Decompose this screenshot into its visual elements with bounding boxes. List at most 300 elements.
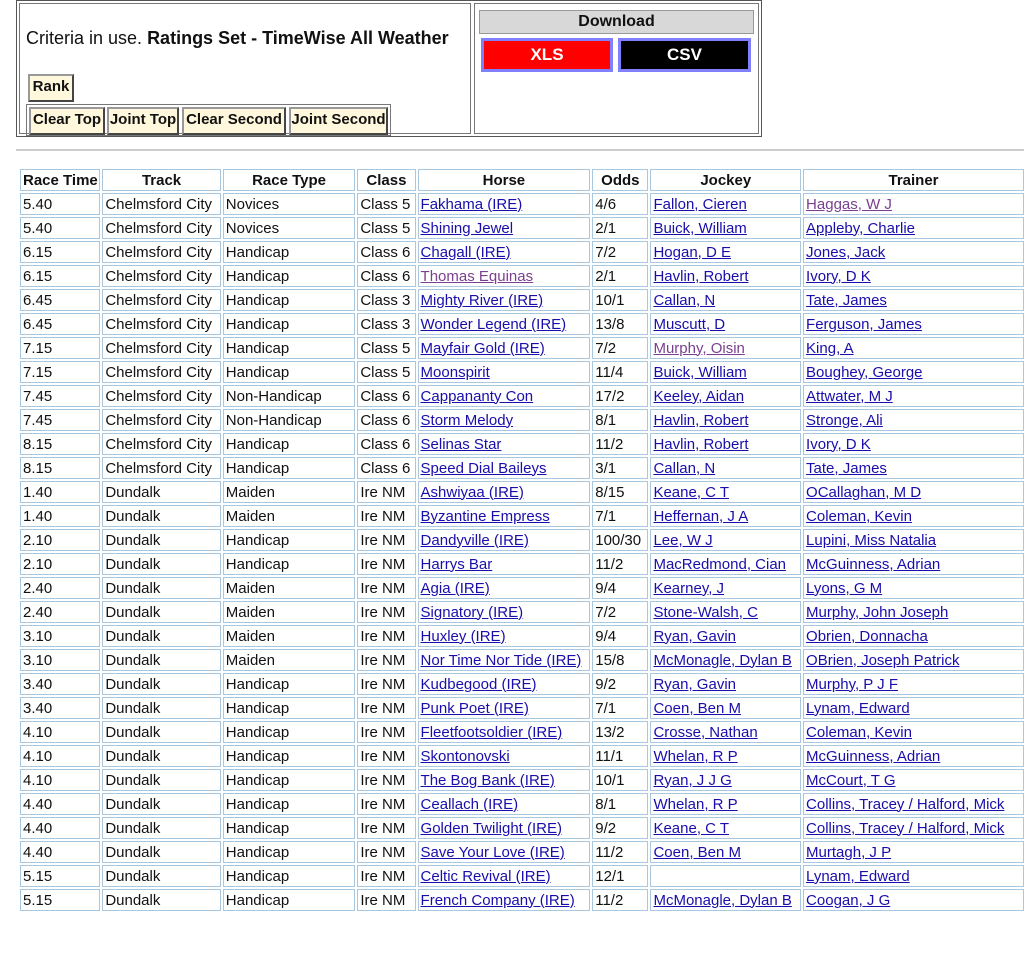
race-type-cell: Handicap bbox=[223, 265, 356, 287]
trainer-link[interactable]: OCallaghan, M D bbox=[806, 483, 922, 501]
jockey-cell bbox=[650, 193, 801, 215]
class-cell: Class 5 bbox=[357, 193, 415, 215]
track-cell: Dundalk bbox=[102, 745, 220, 767]
jockey-cell bbox=[650, 649, 801, 671]
trainer-cell bbox=[803, 865, 1024, 887]
horse-link[interactable]: Fakhama (IRE) bbox=[420, 195, 523, 213]
jockey-link[interactable]: Buick, William bbox=[653, 363, 747, 381]
horse-link[interactable]: Agia (IRE) bbox=[420, 579, 490, 597]
class-cell: Class 3 bbox=[357, 289, 415, 311]
trainer-link[interactable]: McGuinness, Adrian bbox=[806, 747, 941, 765]
horse-link[interactable]: Mighty River (IRE) bbox=[420, 291, 544, 309]
jockey-link[interactable]: Crosse, Nathan bbox=[653, 723, 758, 741]
jockey-cell bbox=[650, 793, 801, 815]
table-row bbox=[20, 505, 1024, 527]
trainer-link[interactable]: Attwater, M J bbox=[806, 387, 893, 405]
trainer-link[interactable]: Jones, Jack bbox=[806, 243, 886, 261]
horse-cell bbox=[418, 553, 591, 575]
race-time-cell: 3.10 bbox=[20, 649, 100, 671]
horse-link[interactable]: Storm Melody bbox=[420, 411, 514, 429]
table-row bbox=[20, 193, 1024, 215]
horse-cell bbox=[418, 745, 591, 767]
trainer-cell bbox=[803, 817, 1024, 839]
table-row bbox=[20, 745, 1024, 767]
track-cell: Dundalk bbox=[102, 601, 220, 623]
jockey-cell bbox=[650, 721, 801, 743]
race-time-cell: 3.40 bbox=[20, 673, 100, 695]
jockey-link[interactable]: Keane, C T bbox=[653, 819, 730, 837]
trainer-link[interactable]: Boughey, George bbox=[806, 363, 923, 381]
trainer-link[interactable]: Coleman, Kevin bbox=[806, 507, 912, 525]
header-jockey[interactable]: Jockey bbox=[650, 169, 801, 191]
class-cell: Ire NM bbox=[357, 697, 415, 719]
trainer-link[interactable]: Appleby, Charlie bbox=[806, 219, 915, 237]
horse-link[interactable]: Harrys Bar bbox=[420, 555, 493, 573]
class-cell: Ire NM bbox=[357, 673, 415, 695]
trainer-cell bbox=[803, 889, 1024, 911]
header-class[interactable]: Class bbox=[357, 169, 415, 191]
track-cell: Chelmsford City bbox=[102, 217, 220, 239]
track-cell: Dundalk bbox=[102, 769, 220, 791]
race-time-cell: 4.40 bbox=[20, 841, 100, 863]
horse-cell bbox=[418, 313, 591, 335]
trainer-link[interactable]: Haggas, W J bbox=[806, 195, 892, 213]
track-cell: Chelmsford City bbox=[102, 457, 220, 479]
class-cell: Ire NM bbox=[357, 865, 415, 887]
track-cell: Dundalk bbox=[102, 481, 220, 503]
jockey-cell bbox=[650, 265, 801, 287]
csv-download-button[interactable]: CSV bbox=[618, 38, 751, 72]
class-cell: Ire NM bbox=[357, 601, 415, 623]
class-cell: Ire NM bbox=[357, 721, 415, 743]
table-header-row bbox=[20, 169, 1024, 191]
trainer-cell bbox=[803, 529, 1024, 551]
class-cell: Ire NM bbox=[357, 889, 415, 911]
jockey-link[interactable]: McMonagle, Dylan B bbox=[653, 891, 792, 909]
jockey-cell bbox=[650, 841, 801, 863]
jockey-cell bbox=[650, 553, 801, 575]
odds-cell: 2/1 bbox=[592, 217, 648, 239]
header-horse[interactable]: Horse bbox=[418, 169, 591, 191]
horse-link[interactable]: Cappananty Con bbox=[420, 387, 534, 405]
trainer-link[interactable]: Lynam, Edward bbox=[806, 699, 910, 717]
horse-link[interactable]: French Company (IRE) bbox=[420, 891, 575, 909]
race-time-cell: 4.10 bbox=[20, 721, 100, 743]
jockey-cell bbox=[650, 817, 801, 839]
trainer-cell bbox=[803, 481, 1024, 503]
trainer-cell bbox=[803, 721, 1024, 743]
race-type-cell: Handicap bbox=[223, 865, 356, 887]
jockey-link[interactable]: McMonagle, Dylan B bbox=[653, 651, 792, 669]
race-type-cell: Handicap bbox=[223, 817, 356, 839]
track-cell: Chelmsford City bbox=[102, 241, 220, 263]
trainer-cell bbox=[803, 601, 1024, 623]
horse-link[interactable]: Celtic Revival (IRE) bbox=[420, 867, 551, 885]
class-cell: Ire NM bbox=[357, 793, 415, 815]
race-type-cell: Handicap bbox=[223, 721, 356, 743]
horse-link[interactable]: Wonder Legend (IRE) bbox=[420, 315, 567, 333]
rank-button[interactable]: Rank bbox=[28, 74, 74, 102]
jockey-link[interactable]: Coen, Ben M bbox=[653, 699, 741, 717]
race-type-cell: Maiden bbox=[223, 577, 356, 599]
trainer-link[interactable]: Lynam, Edward bbox=[806, 867, 910, 885]
race-time-cell: 5.40 bbox=[20, 193, 100, 215]
race-time-cell: 3.10 bbox=[20, 625, 100, 647]
odds-cell: 8/1 bbox=[592, 793, 648, 815]
race-type-cell: Handicap bbox=[223, 337, 356, 359]
horse-cell bbox=[418, 889, 591, 911]
horse-link[interactable]: Huxley (IRE) bbox=[420, 627, 506, 645]
trainer-link[interactable]: Tate, James bbox=[806, 459, 887, 477]
jockey-link[interactable]: Buick, William bbox=[653, 219, 747, 237]
trainer-link[interactable]: Lupini, Miss Natalia bbox=[806, 531, 937, 549]
race-time-cell: 2.40 bbox=[20, 577, 100, 599]
race-type-cell: Novices bbox=[223, 217, 356, 239]
horse-cell bbox=[418, 337, 591, 359]
race-time-cell: 6.45 bbox=[20, 313, 100, 335]
horse-cell bbox=[418, 265, 591, 287]
race-time-cell: 8.15 bbox=[20, 457, 100, 479]
horse-cell bbox=[418, 697, 591, 719]
divider bbox=[16, 149, 1024, 151]
odds-cell: 9/2 bbox=[592, 673, 648, 695]
table-row bbox=[20, 313, 1024, 335]
horse-link[interactable]: Kudbegood (IRE) bbox=[420, 675, 537, 693]
download-section bbox=[474, 3, 759, 134]
jockey-cell bbox=[650, 529, 801, 551]
horse-link[interactable]: Shining Jewel bbox=[420, 219, 514, 237]
odds-cell: 13/2 bbox=[592, 721, 648, 743]
race-type-cell: Non-Handicap bbox=[223, 385, 356, 407]
track-cell: Dundalk bbox=[102, 889, 220, 911]
horse-cell bbox=[418, 457, 591, 479]
race-time-cell: 5.15 bbox=[20, 865, 100, 887]
trainer-cell bbox=[803, 313, 1024, 335]
jockey-cell bbox=[650, 601, 801, 623]
odds-cell: 9/2 bbox=[592, 817, 648, 839]
table-row bbox=[20, 697, 1024, 719]
jockey-link[interactable]: Stone-Walsh, C bbox=[653, 603, 758, 621]
table-row bbox=[20, 529, 1024, 551]
class-cell: Class 6 bbox=[357, 385, 415, 407]
horse-link[interactable]: Moonspirit bbox=[420, 363, 490, 381]
race-time-cell: 6.15 bbox=[20, 241, 100, 263]
odds-cell: 7/2 bbox=[592, 601, 648, 623]
jockey-link[interactable]: Havlin, Robert bbox=[653, 411, 749, 429]
trainer-link[interactable]: Murtagh, J P bbox=[806, 843, 892, 861]
track-cell: Dundalk bbox=[102, 553, 220, 575]
horse-link[interactable]: Dandyville (IRE) bbox=[420, 531, 529, 549]
odds-cell: 11/2 bbox=[592, 841, 648, 863]
jockey-link[interactable]: MacRedmond, Cian bbox=[653, 555, 787, 573]
odds-cell: 11/2 bbox=[592, 553, 648, 575]
track-cell: Chelmsford City bbox=[102, 193, 220, 215]
race-type-cell: Handicap bbox=[223, 433, 356, 455]
class-cell: Class 6 bbox=[357, 265, 415, 287]
trainer-link[interactable]: Stronge, Ali bbox=[806, 411, 883, 429]
class-cell: Class 6 bbox=[357, 409, 415, 431]
race-time-cell: 3.40 bbox=[20, 697, 100, 719]
race-time-cell: 7.45 bbox=[20, 385, 100, 407]
odds-cell: 8/15 bbox=[592, 481, 648, 503]
jockey-cell bbox=[650, 673, 801, 695]
race-time-cell: 6.45 bbox=[20, 289, 100, 311]
odds-cell: 10/1 bbox=[592, 289, 648, 311]
trainer-cell bbox=[803, 577, 1024, 599]
odds-cell: 9/4 bbox=[592, 577, 648, 599]
jockey-cell bbox=[650, 457, 801, 479]
race-type-cell: Maiden bbox=[223, 625, 356, 647]
race-type-cell: Handicap bbox=[223, 241, 356, 263]
trainer-cell bbox=[803, 337, 1024, 359]
horse-link[interactable]: Skontonovski bbox=[420, 747, 510, 765]
trainer-link[interactable]: Ivory, D K bbox=[806, 435, 871, 453]
trainer-cell bbox=[803, 361, 1024, 383]
horse-link[interactable]: Fleetfootsoldier (IRE) bbox=[420, 723, 563, 741]
track-cell: Dundalk bbox=[102, 793, 220, 815]
track-cell: Dundalk bbox=[102, 865, 220, 887]
jockey-link[interactable]: Callan, N bbox=[653, 459, 716, 477]
class-cell: Ire NM bbox=[357, 577, 415, 599]
jockey-link[interactable]: Coen, Ben M bbox=[653, 843, 741, 861]
trainer-link[interactable]: McGuinness, Adrian bbox=[806, 555, 941, 573]
results-table bbox=[18, 167, 1024, 913]
trainer-link[interactable]: Murphy, P J F bbox=[806, 675, 899, 693]
xls-download-button[interactable]: XLS bbox=[481, 38, 613, 72]
trainer-link[interactable]: Ivory, D K bbox=[806, 267, 871, 285]
header-odds[interactable]: Odds bbox=[592, 169, 648, 191]
race-time-cell: 6.15 bbox=[20, 265, 100, 287]
horse-link[interactable]: Signatory (IRE) bbox=[420, 603, 524, 621]
header-race-time[interactable]: Race Time bbox=[20, 169, 100, 191]
horse-cell bbox=[418, 241, 591, 263]
track-cell: Chelmsford City bbox=[102, 433, 220, 455]
race-time-cell: 7.15 bbox=[20, 361, 100, 383]
trainer-cell bbox=[803, 505, 1024, 527]
horse-link[interactable]: Ceallach (IRE) bbox=[420, 795, 519, 813]
joint-top-button[interactable]: Joint Top bbox=[107, 107, 179, 135]
race-time-cell: 4.40 bbox=[20, 793, 100, 815]
jockey-cell bbox=[650, 481, 801, 503]
download-label: Download bbox=[479, 10, 754, 34]
jockey-cell bbox=[650, 505, 801, 527]
table-row bbox=[20, 361, 1024, 383]
table-row bbox=[20, 769, 1024, 791]
jockey-link[interactable]: Whelan, R P bbox=[653, 747, 738, 765]
jockey-cell bbox=[650, 697, 801, 719]
trainer-cell bbox=[803, 241, 1024, 263]
criteria-section bbox=[19, 3, 471, 134]
class-cell: Ire NM bbox=[357, 745, 415, 767]
trainer-cell bbox=[803, 841, 1024, 863]
odds-cell: 7/1 bbox=[592, 505, 648, 527]
trainer-cell bbox=[803, 385, 1024, 407]
table-row bbox=[20, 217, 1024, 239]
jockey-link[interactable]: Havlin, Robert bbox=[653, 435, 749, 453]
horse-cell bbox=[418, 625, 591, 647]
trainer-link[interactable]: McCourt, T G bbox=[806, 771, 896, 789]
race-type-cell: Handicap bbox=[223, 841, 356, 863]
horse-cell bbox=[418, 529, 591, 551]
jockey-cell bbox=[650, 409, 801, 431]
jockey-link[interactable]: Whelan, R P bbox=[653, 795, 738, 813]
class-cell: Ire NM bbox=[357, 529, 415, 551]
jockey-link[interactable]: Keeley, Aidan bbox=[653, 387, 745, 405]
race-type-cell: Handicap bbox=[223, 361, 356, 383]
horse-link[interactable]: Speed Dial Baileys bbox=[420, 459, 547, 477]
race-type-cell: Handicap bbox=[223, 289, 356, 311]
race-time-cell: 5.40 bbox=[20, 217, 100, 239]
race-time-cell: 8.15 bbox=[20, 433, 100, 455]
jockey-link[interactable]: Callan, N bbox=[653, 291, 716, 309]
horse-link[interactable]: Mayfair Gold (IRE) bbox=[420, 339, 545, 357]
odds-cell: 4/6 bbox=[592, 193, 648, 215]
track-cell: Dundalk bbox=[102, 649, 220, 671]
jockey-link[interactable]: Muscutt, D bbox=[653, 315, 726, 333]
horse-cell bbox=[418, 673, 591, 695]
race-type-cell: Handicap bbox=[223, 793, 356, 815]
trainer-link[interactable]: Tate, James bbox=[806, 291, 887, 309]
trainer-link[interactable]: Coogan, J G bbox=[806, 891, 891, 909]
race-time-cell: 7.45 bbox=[20, 409, 100, 431]
horse-link[interactable]: The Bog Bank (IRE) bbox=[420, 771, 555, 789]
trainer-cell bbox=[803, 769, 1024, 791]
jockey-link[interactable]: Murphy, Oisin bbox=[653, 339, 745, 357]
track-cell: Dundalk bbox=[102, 697, 220, 719]
race-time-cell: 4.10 bbox=[20, 745, 100, 767]
table-row bbox=[20, 433, 1024, 455]
odds-cell: 3/1 bbox=[592, 457, 648, 479]
odds-cell: 11/1 bbox=[592, 745, 648, 767]
jockey-link[interactable]: Keane, C T bbox=[653, 483, 730, 501]
trainer-link[interactable]: Obrien, Donnacha bbox=[806, 627, 928, 645]
horse-link[interactable]: Byzantine Empress bbox=[420, 507, 550, 525]
race-type-cell: Handicap bbox=[223, 553, 356, 575]
class-cell: Class 3 bbox=[357, 313, 415, 335]
trainer-link[interactable]: Collins, Tracey / Halford, Mick bbox=[806, 819, 1005, 837]
track-cell: Chelmsford City bbox=[102, 361, 220, 383]
trainer-link[interactable]: OBrien, Joseph Patrick bbox=[806, 651, 960, 669]
results-body bbox=[20, 193, 1024, 911]
table-row bbox=[20, 457, 1024, 479]
criteria-prefix: Criteria in use. bbox=[26, 28, 143, 48]
jockey-cell bbox=[650, 289, 801, 311]
table-row bbox=[20, 385, 1024, 407]
jockey-link[interactable]: Havlin, Robert bbox=[653, 267, 749, 285]
race-type-cell: Handicap bbox=[223, 769, 356, 791]
jockey-cell bbox=[650, 745, 801, 767]
race-type-cell: Handicap bbox=[223, 457, 356, 479]
jockey-link[interactable]: Heffernan, J A bbox=[653, 507, 749, 525]
class-cell: Ire NM bbox=[357, 481, 415, 503]
joint-second-button[interactable]: Joint Second bbox=[289, 107, 388, 135]
odds-cell: 7/2 bbox=[592, 337, 648, 359]
track-cell: Dundalk bbox=[102, 505, 220, 527]
horse-link[interactable]: Punk Poet (IRE) bbox=[420, 699, 529, 717]
race-type-cell: Maiden bbox=[223, 649, 356, 671]
table-row bbox=[20, 241, 1024, 263]
jockey-link[interactable]: Ryan, Gavin bbox=[653, 627, 736, 645]
horse-cell bbox=[418, 649, 591, 671]
horse-cell bbox=[418, 793, 591, 815]
horse-link[interactable]: Golden Twilight (IRE) bbox=[420, 819, 562, 837]
table-row bbox=[20, 409, 1024, 431]
race-type-cell: Handicap bbox=[223, 697, 356, 719]
jockey-link[interactable]: Kearney, J bbox=[653, 579, 725, 597]
class-cell: Ire NM bbox=[357, 625, 415, 647]
jockey-link[interactable]: Ryan, Gavin bbox=[653, 675, 736, 693]
table-row bbox=[20, 577, 1024, 599]
table-row bbox=[20, 481, 1024, 503]
odds-cell: 15/8 bbox=[592, 649, 648, 671]
horse-cell bbox=[418, 289, 591, 311]
table-row bbox=[20, 889, 1024, 911]
header-race-type[interactable]: Race Type bbox=[223, 169, 356, 191]
trainer-cell bbox=[803, 289, 1024, 311]
jockey-cell bbox=[650, 865, 801, 887]
trainer-link[interactable]: Ferguson, James bbox=[806, 315, 922, 333]
race-time-cell: 4.10 bbox=[20, 769, 100, 791]
table-row bbox=[20, 649, 1024, 671]
table-row bbox=[20, 673, 1024, 695]
track-cell: Dundalk bbox=[102, 625, 220, 647]
horse-link[interactable]: Ashwiyaa (IRE) bbox=[420, 483, 524, 501]
horse-cell bbox=[418, 409, 591, 431]
jockey-cell bbox=[650, 217, 801, 239]
trainer-cell bbox=[803, 265, 1024, 287]
jockey-link[interactable]: Hogan, D E bbox=[653, 243, 731, 261]
trainer-link[interactable]: Lyons, G M bbox=[806, 579, 883, 597]
horse-cell bbox=[418, 385, 591, 407]
table-row bbox=[20, 793, 1024, 815]
odds-cell: 7/2 bbox=[592, 241, 648, 263]
jockey-cell bbox=[650, 625, 801, 647]
odds-cell: 11/2 bbox=[592, 433, 648, 455]
race-time-cell: 4.40 bbox=[20, 817, 100, 839]
race-type-cell: Novices bbox=[223, 193, 356, 215]
jockey-link[interactable]: Fallon, Cieren bbox=[653, 195, 747, 213]
race-type-cell: Handicap bbox=[223, 313, 356, 335]
horse-link[interactable]: Chagall (IRE) bbox=[420, 243, 511, 261]
race-time-cell: 2.10 bbox=[20, 529, 100, 551]
track-cell: Dundalk bbox=[102, 529, 220, 551]
class-cell: Ire NM bbox=[357, 769, 415, 791]
table-row bbox=[20, 841, 1024, 863]
jockey-link[interactable]: Lee, W J bbox=[653, 531, 713, 549]
jockey-link[interactable]: Ryan, J J G bbox=[653, 771, 732, 789]
horse-link[interactable]: Nor Time Nor Tide (IRE) bbox=[420, 651, 582, 669]
header-track[interactable]: Track bbox=[102, 169, 220, 191]
horse-cell bbox=[418, 769, 591, 791]
horse-link[interactable]: Selinas Star bbox=[420, 435, 502, 453]
clear-second-button[interactable]: Clear Second bbox=[182, 107, 286, 135]
track-cell: Chelmsford City bbox=[102, 289, 220, 311]
trainer-link[interactable]: Coleman, Kevin bbox=[806, 723, 912, 741]
table-row bbox=[20, 265, 1024, 287]
header-trainer[interactable]: Trainer bbox=[803, 169, 1024, 191]
horse-link[interactable]: Thomas Equinas bbox=[420, 267, 534, 285]
jockey-cell bbox=[650, 577, 801, 599]
clear-top-button[interactable]: Clear Top bbox=[29, 107, 105, 135]
trainer-link[interactable]: Collins, Tracey / Halford, Mick bbox=[806, 795, 1005, 813]
trainer-link[interactable]: King, A bbox=[806, 339, 854, 357]
track-cell: Dundalk bbox=[102, 577, 220, 599]
jockey-cell bbox=[650, 769, 801, 791]
trainer-link[interactable]: Murphy, John Joseph bbox=[806, 603, 949, 621]
horse-link[interactable]: Save Your Love (IRE) bbox=[420, 843, 565, 861]
class-cell: Ire NM bbox=[357, 817, 415, 839]
criteria-panel bbox=[16, 0, 762, 137]
